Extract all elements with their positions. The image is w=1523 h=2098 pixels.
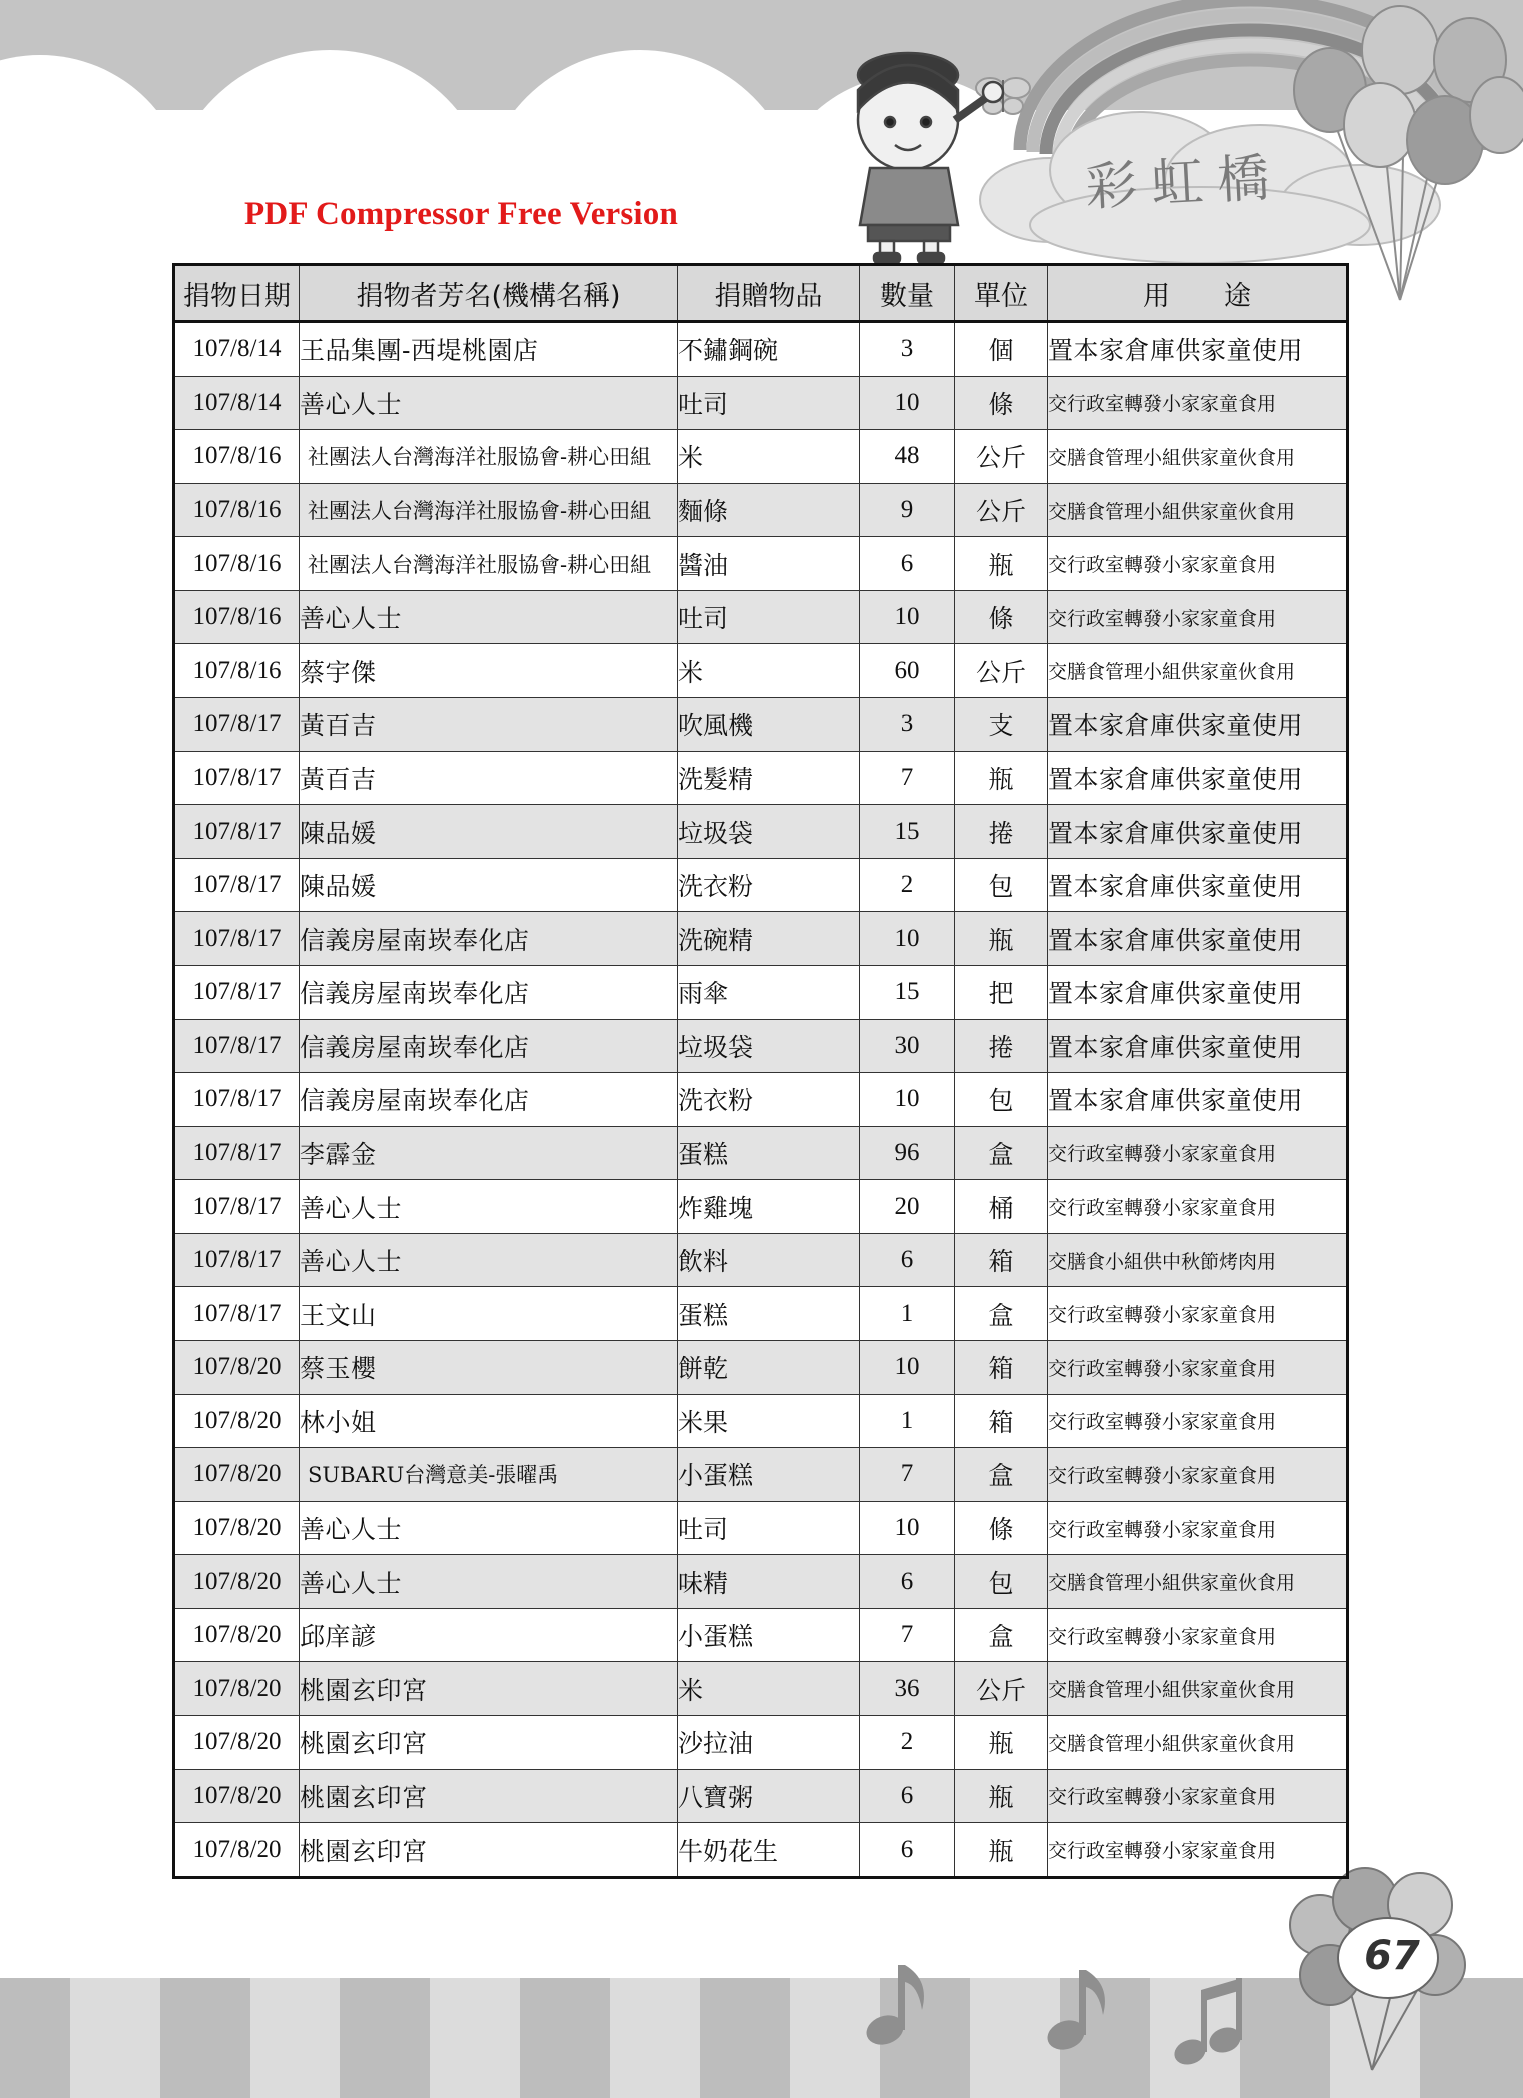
cell-date: 107/8/16 bbox=[174, 644, 300, 698]
table-row bbox=[174, 430, 1348, 484]
cell-unit: 包 bbox=[955, 1073, 1048, 1127]
cell-item: 醬油 bbox=[678, 537, 860, 591]
cell-unit: 捲 bbox=[955, 805, 1048, 859]
cell-date: 107/8/17 bbox=[174, 1233, 300, 1287]
cell-donor: 信義房屋南崁奉化店 bbox=[300, 1073, 678, 1127]
cell-donor: 善心人士 bbox=[300, 1233, 678, 1287]
cell-item: 沙拉油 bbox=[678, 1716, 860, 1770]
cell-date: 107/8/17 bbox=[174, 805, 300, 859]
cell-donor: 社團法人台灣海洋社服協會-耕心田組 bbox=[300, 537, 678, 591]
cell-date: 107/8/17 bbox=[174, 858, 300, 912]
cell-date: 107/8/16 bbox=[174, 430, 300, 484]
cell-quantity: 96 bbox=[860, 1126, 955, 1180]
cell-usage: 交行政室轉發小家家童食用 bbox=[1048, 1608, 1348, 1662]
cell-quantity: 6 bbox=[860, 1233, 955, 1287]
header-title: 彩虹橋 bbox=[1083, 147, 1285, 219]
cell-usage: 置本家倉庫供家童使用 bbox=[1048, 912, 1348, 966]
cell-quantity: 20 bbox=[860, 1180, 955, 1234]
table-row bbox=[174, 1287, 1348, 1341]
cell-donor: 蔡宇傑 bbox=[300, 644, 678, 698]
cell-date: 107/8/20 bbox=[174, 1448, 300, 1502]
cell-quantity: 10 bbox=[860, 1341, 955, 1395]
cell-unit: 盒 bbox=[955, 1448, 1048, 1502]
cell-usage: 置本家倉庫供家童使用 bbox=[1048, 805, 1348, 859]
cell-donor: 桃園玄印宮 bbox=[300, 1662, 678, 1716]
cell-usage: 交膳食管理小組供家童伙食用 bbox=[1048, 644, 1348, 698]
cell-date: 107/8/17 bbox=[174, 1287, 300, 1341]
cell-unit: 條 bbox=[955, 376, 1048, 430]
cell-donor: 善心人士 bbox=[300, 376, 678, 430]
cell-item: 不鏽鋼碗 bbox=[678, 322, 860, 377]
cell-usage: 交行政室轉發小家家童食用 bbox=[1048, 376, 1348, 430]
cell-quantity: 7 bbox=[860, 1608, 955, 1662]
cell-item: 米 bbox=[678, 430, 860, 484]
cell-item: 米 bbox=[678, 644, 860, 698]
cell-quantity: 15 bbox=[860, 805, 955, 859]
cell-usage: 交行政室轉發小家家童食用 bbox=[1048, 1180, 1348, 1234]
cell-item: 雨傘 bbox=[678, 965, 860, 1019]
cell-item: 麵條 bbox=[678, 483, 860, 537]
cell-unit: 公斤 bbox=[955, 430, 1048, 484]
table-row bbox=[174, 1823, 1348, 1878]
cell-donor: 社團法人台灣海洋社服協會-耕心田組 bbox=[300, 483, 678, 537]
table-row bbox=[174, 1019, 1348, 1073]
table-row bbox=[174, 322, 1348, 377]
table-row bbox=[174, 805, 1348, 859]
cell-usage: 交行政室轉發小家家童食用 bbox=[1048, 590, 1348, 644]
cell-unit: 包 bbox=[955, 1555, 1048, 1609]
page-number: 67 bbox=[1364, 1933, 1420, 1979]
cell-date: 107/8/20 bbox=[174, 1394, 300, 1448]
cell-usage: 交行政室轉發小家家童食用 bbox=[1048, 1126, 1348, 1180]
table-body bbox=[174, 322, 1348, 1878]
cell-quantity: 6 bbox=[860, 1823, 955, 1878]
cell-item: 八寶粥 bbox=[678, 1769, 860, 1823]
cell-unit: 條 bbox=[955, 1501, 1048, 1555]
table-row bbox=[174, 1341, 1348, 1395]
cell-date: 107/8/14 bbox=[174, 376, 300, 430]
donation-table bbox=[172, 263, 1349, 1879]
cell-quantity: 10 bbox=[860, 376, 955, 430]
cell-quantity: 36 bbox=[860, 1662, 955, 1716]
cell-quantity: 60 bbox=[860, 644, 955, 698]
table-row bbox=[174, 1662, 1348, 1716]
cell-unit: 瓶 bbox=[955, 1716, 1048, 1770]
cell-donor: 蔡玉櫻 bbox=[300, 1341, 678, 1395]
cell-date: 107/8/16 bbox=[174, 483, 300, 537]
cell-item: 小蛋糕 bbox=[678, 1608, 860, 1662]
table-row bbox=[174, 1180, 1348, 1234]
cell-donor: 李霹金 bbox=[300, 1126, 678, 1180]
table-row bbox=[174, 1233, 1348, 1287]
cell-usage: 置本家倉庫供家童使用 bbox=[1048, 858, 1348, 912]
cell-unit: 瓶 bbox=[955, 912, 1048, 966]
table-row bbox=[174, 912, 1348, 966]
cell-donor: 黃百吉 bbox=[300, 751, 678, 805]
cell-usage: 交行政室轉發小家家童食用 bbox=[1048, 537, 1348, 591]
table-row bbox=[174, 1716, 1348, 1770]
table-row bbox=[174, 1394, 1348, 1448]
cell-unit: 瓶 bbox=[955, 751, 1048, 805]
cell-quantity: 10 bbox=[860, 912, 955, 966]
cell-date: 107/8/20 bbox=[174, 1769, 300, 1823]
cell-item: 飲料 bbox=[678, 1233, 860, 1287]
cell-date: 107/8/20 bbox=[174, 1823, 300, 1878]
cell-quantity: 1 bbox=[860, 1287, 955, 1341]
cell-date: 107/8/20 bbox=[174, 1608, 300, 1662]
cell-unit: 公斤 bbox=[955, 483, 1048, 537]
cell-unit: 盒 bbox=[955, 1126, 1048, 1180]
cell-item: 吹風機 bbox=[678, 698, 860, 752]
header-usage: 用 途 bbox=[1048, 265, 1348, 322]
cell-quantity: 6 bbox=[860, 1555, 955, 1609]
cell-usage: 交膳食管理小組供家童伙食用 bbox=[1048, 1662, 1348, 1716]
table-row bbox=[174, 1501, 1348, 1555]
cell-date: 107/8/17 bbox=[174, 751, 300, 805]
cell-unit: 瓶 bbox=[955, 537, 1048, 591]
cell-donor: 善心人士 bbox=[300, 1555, 678, 1609]
cell-usage: 交行政室轉發小家家童食用 bbox=[1048, 1341, 1348, 1395]
cell-usage: 交膳食管理小組供家童伙食用 bbox=[1048, 430, 1348, 484]
cell-donor: 善心人士 bbox=[300, 1501, 678, 1555]
table-header-row bbox=[174, 265, 1348, 322]
cell-usage: 置本家倉庫供家童使用 bbox=[1048, 751, 1348, 805]
watermark-text: PDF Compressor Free Version bbox=[244, 196, 679, 232]
cell-usage: 交行政室轉發小家家童食用 bbox=[1048, 1823, 1348, 1878]
table-row bbox=[174, 483, 1348, 537]
cell-quantity: 10 bbox=[860, 1501, 955, 1555]
cell-donor: 王品集團-西堤桃園店 bbox=[300, 322, 678, 377]
cell-quantity: 3 bbox=[860, 322, 955, 377]
cell-item: 餅乾 bbox=[678, 1341, 860, 1395]
cell-quantity: 30 bbox=[860, 1019, 955, 1073]
table-row bbox=[174, 644, 1348, 698]
cell-quantity: 7 bbox=[860, 1448, 955, 1502]
cell-donor: SUBARU台灣意美-張曜禹 bbox=[300, 1448, 678, 1502]
cell-unit: 箱 bbox=[955, 1341, 1048, 1395]
header-quantity: 數量 bbox=[860, 265, 955, 322]
cell-donor: 信義房屋南崁奉化店 bbox=[300, 912, 678, 966]
cell-quantity: 3 bbox=[860, 698, 955, 752]
cell-quantity: 10 bbox=[860, 590, 955, 644]
cell-usage: 置本家倉庫供家童使用 bbox=[1048, 698, 1348, 752]
table-row bbox=[174, 965, 1348, 1019]
cell-date: 107/8/20 bbox=[174, 1662, 300, 1716]
cell-donor: 陳品媛 bbox=[300, 858, 678, 912]
cell-date: 107/8/17 bbox=[174, 1019, 300, 1073]
cell-item: 吐司 bbox=[678, 376, 860, 430]
cell-date: 107/8/17 bbox=[174, 912, 300, 966]
cell-usage: 交膳食管理小組供家童伙食用 bbox=[1048, 1555, 1348, 1609]
table-row bbox=[174, 858, 1348, 912]
cell-donor: 社團法人台灣海洋社服協會-耕心田組 bbox=[300, 430, 678, 484]
cell-quantity: 9 bbox=[860, 483, 955, 537]
cell-date: 107/8/14 bbox=[174, 322, 300, 377]
cell-item: 蛋糕 bbox=[678, 1126, 860, 1180]
cell-donor: 邱庠諺 bbox=[300, 1608, 678, 1662]
cell-date: 107/8/17 bbox=[174, 965, 300, 1019]
cell-item: 洗髮精 bbox=[678, 751, 860, 805]
cell-unit: 支 bbox=[955, 698, 1048, 752]
header-donor: 捐物者芳名(機構名稱) bbox=[300, 265, 678, 322]
cell-date: 107/8/20 bbox=[174, 1555, 300, 1609]
cell-date: 107/8/20 bbox=[174, 1716, 300, 1770]
header-date: 捐物日期 bbox=[174, 265, 300, 322]
cell-unit: 把 bbox=[955, 965, 1048, 1019]
cell-item: 洗碗精 bbox=[678, 912, 860, 966]
cell-item: 小蛋糕 bbox=[678, 1448, 860, 1502]
cell-item: 牛奶花生 bbox=[678, 1823, 860, 1878]
table-row bbox=[174, 1608, 1348, 1662]
header-item: 捐贈物品 bbox=[678, 265, 860, 322]
cell-item: 吐司 bbox=[678, 1501, 860, 1555]
cell-unit: 盒 bbox=[955, 1287, 1048, 1341]
cell-usage: 交行政室轉發小家家童食用 bbox=[1048, 1448, 1348, 1502]
cell-item: 吐司 bbox=[678, 590, 860, 644]
cell-donor: 信義房屋南崁奉化店 bbox=[300, 965, 678, 1019]
cell-unit: 公斤 bbox=[955, 1662, 1048, 1716]
cell-item: 洗衣粉 bbox=[678, 858, 860, 912]
cell-item: 垃圾袋 bbox=[678, 805, 860, 859]
cell-unit: 條 bbox=[955, 590, 1048, 644]
cell-unit: 箱 bbox=[955, 1233, 1048, 1287]
cell-usage: 交膳食小組供中秋節烤肉用 bbox=[1048, 1233, 1348, 1287]
cell-usage: 交行政室轉發小家家童食用 bbox=[1048, 1287, 1348, 1341]
cell-date: 107/8/16 bbox=[174, 537, 300, 591]
cell-item: 洗衣粉 bbox=[678, 1073, 860, 1127]
cell-quantity: 2 bbox=[860, 858, 955, 912]
cell-donor: 王文山 bbox=[300, 1287, 678, 1341]
cell-donor: 桃園玄印宮 bbox=[300, 1716, 678, 1770]
cell-unit: 包 bbox=[955, 858, 1048, 912]
cell-quantity: 6 bbox=[860, 1769, 955, 1823]
cell-usage: 置本家倉庫供家童使用 bbox=[1048, 322, 1348, 377]
cell-donor: 善心人士 bbox=[300, 1180, 678, 1234]
cell-usage: 交膳食管理小組供家童伙食用 bbox=[1048, 483, 1348, 537]
cell-unit: 瓶 bbox=[955, 1769, 1048, 1823]
cell-donor: 黃百吉 bbox=[300, 698, 678, 752]
table-row bbox=[174, 537, 1348, 591]
cell-date: 107/8/16 bbox=[174, 590, 300, 644]
cell-usage: 交行政室轉發小家家童食用 bbox=[1048, 1769, 1348, 1823]
cell-usage: 交膳食管理小組供家童伙食用 bbox=[1048, 1716, 1348, 1770]
cell-quantity: 10 bbox=[860, 1073, 955, 1127]
cell-item: 蛋糕 bbox=[678, 1287, 860, 1341]
cell-item: 米果 bbox=[678, 1394, 860, 1448]
cell-unit: 盒 bbox=[955, 1608, 1048, 1662]
cell-date: 107/8/20 bbox=[174, 1501, 300, 1555]
table-row bbox=[174, 1073, 1348, 1127]
cell-unit: 公斤 bbox=[955, 644, 1048, 698]
bottom-stripes bbox=[0, 1978, 1523, 2098]
header-unit: 單位 bbox=[955, 265, 1048, 322]
cell-item: 味精 bbox=[678, 1555, 860, 1609]
cell-item: 垃圾袋 bbox=[678, 1019, 860, 1073]
cell-item: 米 bbox=[678, 1662, 860, 1716]
cell-unit: 捲 bbox=[955, 1019, 1048, 1073]
cell-usage: 交行政室轉發小家家童食用 bbox=[1048, 1501, 1348, 1555]
cell-donor: 陳品媛 bbox=[300, 805, 678, 859]
cell-quantity: 15 bbox=[860, 965, 955, 1019]
table-row bbox=[174, 1769, 1348, 1823]
cell-usage: 置本家倉庫供家童使用 bbox=[1048, 1019, 1348, 1073]
cell-unit: 箱 bbox=[955, 1394, 1048, 1448]
cell-date: 107/8/17 bbox=[174, 698, 300, 752]
cell-item: 炸雞塊 bbox=[678, 1180, 860, 1234]
cell-quantity: 48 bbox=[860, 430, 955, 484]
cell-usage: 置本家倉庫供家童使用 bbox=[1048, 965, 1348, 1019]
cell-donor: 桃園玄印宮 bbox=[300, 1823, 678, 1878]
cell-unit: 個 bbox=[955, 322, 1048, 377]
table-row bbox=[174, 1126, 1348, 1180]
table-row bbox=[174, 376, 1348, 430]
table-row bbox=[174, 590, 1348, 644]
cell-donor: 善心人士 bbox=[300, 590, 678, 644]
table-row bbox=[174, 698, 1348, 752]
cell-unit: 瓶 bbox=[955, 1823, 1048, 1878]
cell-date: 107/8/17 bbox=[174, 1180, 300, 1234]
cell-date: 107/8/17 bbox=[174, 1073, 300, 1127]
cell-usage: 置本家倉庫供家童使用 bbox=[1048, 1073, 1348, 1127]
cell-quantity: 7 bbox=[860, 751, 955, 805]
cell-unit: 桶 bbox=[955, 1180, 1048, 1234]
cell-quantity: 6 bbox=[860, 537, 955, 591]
table-row bbox=[174, 751, 1348, 805]
cell-date: 107/8/17 bbox=[174, 1126, 300, 1180]
cell-quantity: 2 bbox=[860, 1716, 955, 1770]
cell-donor: 信義房屋南崁奉化店 bbox=[300, 1019, 678, 1073]
cell-date: 107/8/20 bbox=[174, 1341, 300, 1395]
table-row bbox=[174, 1555, 1348, 1609]
cell-donor: 林小姐 bbox=[300, 1394, 678, 1448]
cell-donor: 桃園玄印宮 bbox=[300, 1769, 678, 1823]
table-row bbox=[174, 1448, 1348, 1502]
cell-quantity: 1 bbox=[860, 1394, 955, 1448]
cell-usage: 交行政室轉發小家家童食用 bbox=[1048, 1394, 1348, 1448]
